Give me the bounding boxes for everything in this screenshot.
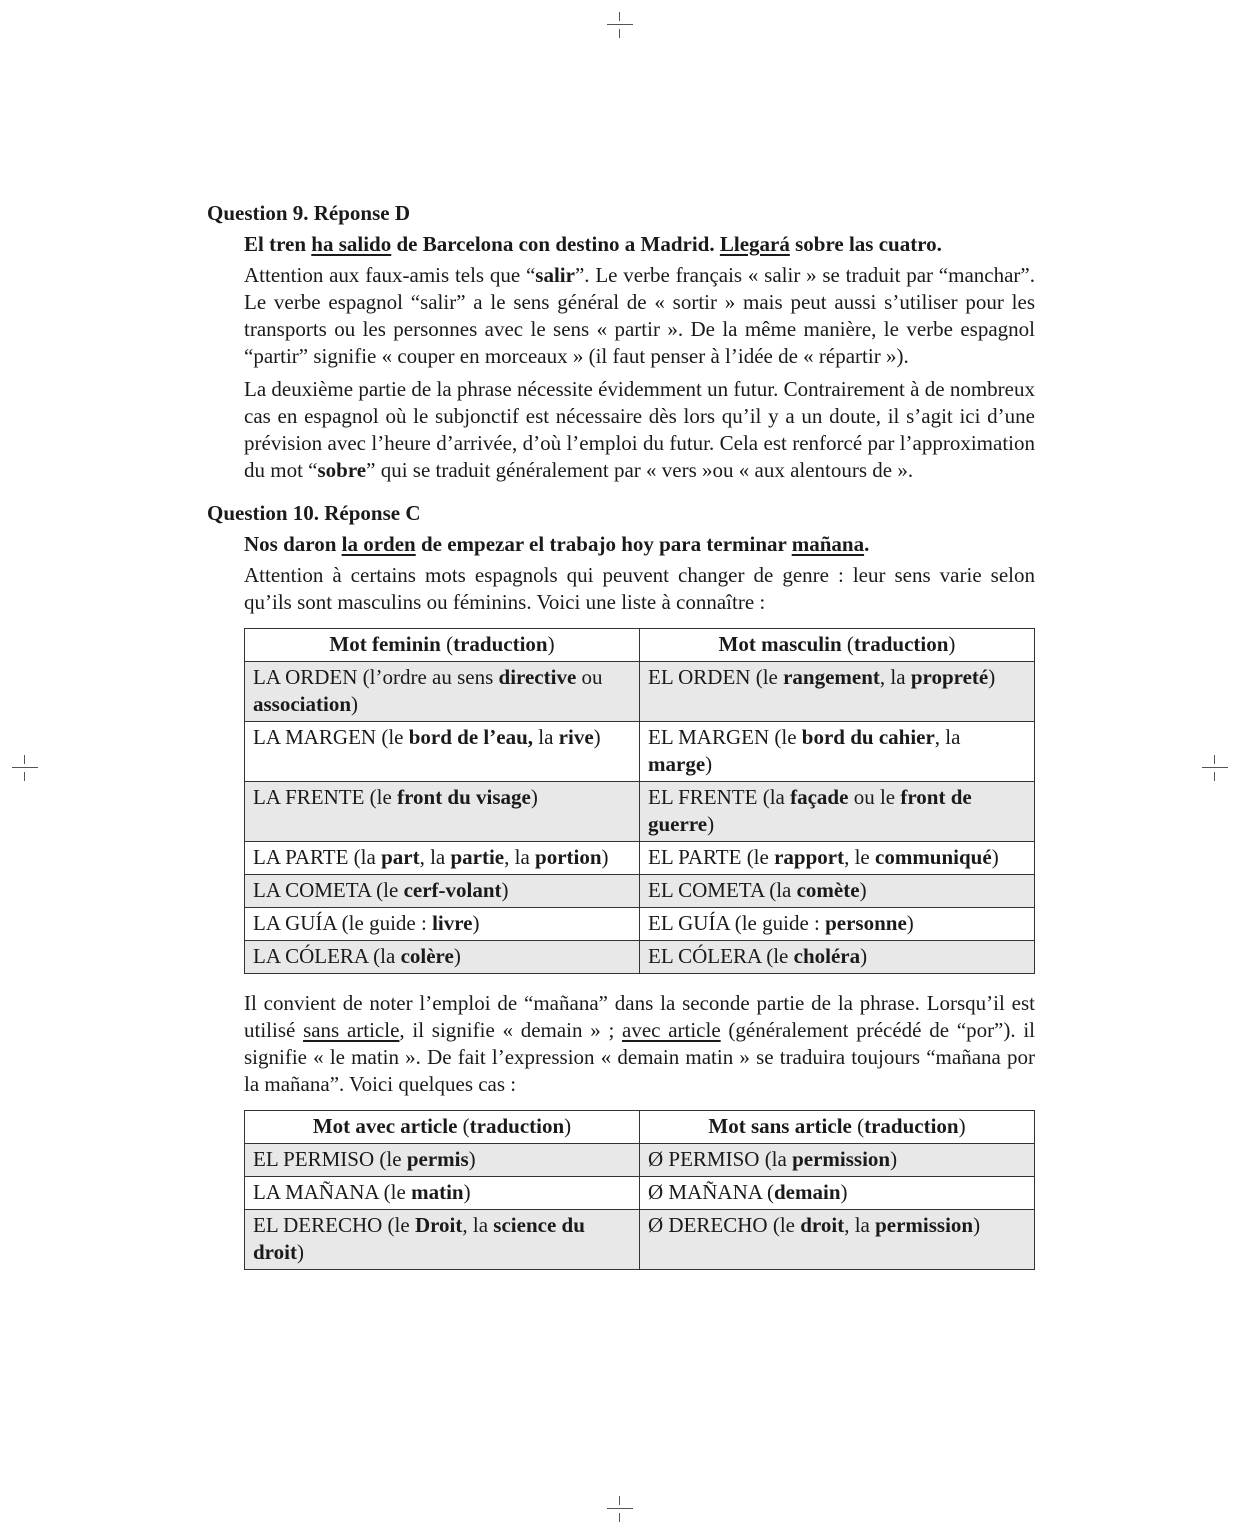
table-cell: EL GUÍA (le guide : personne) [640, 908, 1035, 941]
question-9-body [244, 231, 1035, 484]
table-header-row [245, 629, 1035, 662]
column-header-feminine: Mot feminin (traduction) [245, 629, 640, 662]
registration-mark-right [1202, 755, 1228, 781]
table-row [245, 842, 1035, 875]
table-cell: LA FRENTE (le front du visage) [245, 782, 640, 842]
article-meaning-table [244, 1110, 1035, 1270]
question-10-body [244, 531, 1035, 1270]
registration-mark-left [12, 755, 38, 781]
registration-mark-bottom [607, 1496, 633, 1522]
column-header-with-article: Mot avec article (traduction) [245, 1111, 640, 1144]
table-cell: Ø MAÑANA (demain) [640, 1177, 1035, 1210]
column-header-masculine: Mot masculin (traduction) [640, 629, 1035, 662]
table-cell: EL CÓLERA (le choléra) [640, 941, 1035, 974]
table-cell: LA PARTE (la part, la partie, la portion) [245, 842, 640, 875]
table-row [245, 1210, 1035, 1270]
table-row [245, 941, 1035, 974]
table-cell: Ø PERMISO (la permission) [640, 1144, 1035, 1177]
question-10-paragraph-2: Il convient de noter l’emploi de “mañana” dans la seconde partie de la phrase. Lorsqu’il est utilisé sans article, il signifie « demain » ; avec article (généralement précédé de “por”). il signifie « le matin ». De fait l’expression « demain matin » se traduira toujours “mañana por la mañana”. Voici quelques cas : [244, 991, 1036, 1096]
table-cell: EL DERECHO (le Droit, la science du droit) [245, 1210, 640, 1270]
table-row [245, 662, 1035, 722]
question-10-phrase: Nos daron la orden de empezar el trabajo hoy para terminar mañana. [244, 532, 870, 556]
question-10-heading: Question 10. Réponse C [207, 501, 421, 525]
table-cell: LA CÓLERA (la colère) [245, 941, 640, 974]
table-cell: EL MARGEN (le bord du cahier, la marge) [640, 722, 1035, 782]
table-header-row [245, 1111, 1035, 1144]
table-cell: EL COMETA (la comète) [640, 875, 1035, 908]
question-9-paragraph-1: Attention aux faux-amis tels que “salir”. Le verbe français « salir » se traduit par “manchar”. Le verbe espagnol “salir” a le sens général de « sortir » mais peut aussi s’utiliser pour les transports ou les personnes avec le sens « partir ». De la même manière, le verbe espagnol “partir” signifie « couper en morceaux » (il faut penser à l’idée de « répartir »). [244, 263, 1035, 368]
table-row [245, 1144, 1035, 1177]
table-cell: LA ORDEN (l’ordre au sens directive ou association) [245, 662, 640, 722]
table-cell: EL PERMISO (le permis) [245, 1144, 640, 1177]
table-row [245, 722, 1035, 782]
table-cell: EL PARTE (le rapport, le communiqué) [640, 842, 1035, 875]
question-9-heading: Question 9. Réponse D [207, 201, 411, 225]
table-cell: LA COMETA (le cerf-volant) [245, 875, 640, 908]
table-cell: EL FRENTE (la façade ou le front de guerre) [640, 782, 1035, 842]
question-10-paragraph-1: Attention à certains mots espagnols qui peuvent changer de genre : leur sens varie selon qu’ils sont masculins ou féminins. Voici une liste à connaître : [244, 563, 1035, 614]
table-cell: LA MARGEN (le bord de l’eau, la rive) [245, 722, 640, 782]
table-row [245, 875, 1035, 908]
table-cell: LA MAÑANA (le matin) [245, 1177, 640, 1210]
gender-meaning-table [244, 628, 1035, 974]
table-row [245, 782, 1035, 842]
table-cell: EL ORDEN (le rangement, la propreté) [640, 662, 1035, 722]
question-9-paragraph-2: La deuxième partie de la phrase nécessite évidemment un futur. Contrairement à de nombreux cas en espagnol où le subjonctif est nécessaire dès lors qu’il y a un doute, il s’agit ici d’une prévision avec l’heure d’arrivée, d’où l’emploi du futur. Cela est renforcé par l’approximation du mot “sobre” qui se traduit généralement par « vers »ou « aux alentours de ». [244, 377, 1035, 482]
table-cell: LA GUÍA (le guide : livre) [245, 908, 640, 941]
table-cell: Ø DERECHO (le droit, la permission) [640, 1210, 1035, 1270]
column-header-without-article: Mot sans article (traduction) [640, 1111, 1035, 1144]
registration-mark-top [607, 12, 633, 38]
page-content [207, 200, 1035, 1286]
table-row [245, 1177, 1035, 1210]
table-row [245, 908, 1035, 941]
question-9-phrase: El tren ha salido de Barcelona con destino a Madrid. Llegará sobre las cuatro. [244, 232, 942, 256]
